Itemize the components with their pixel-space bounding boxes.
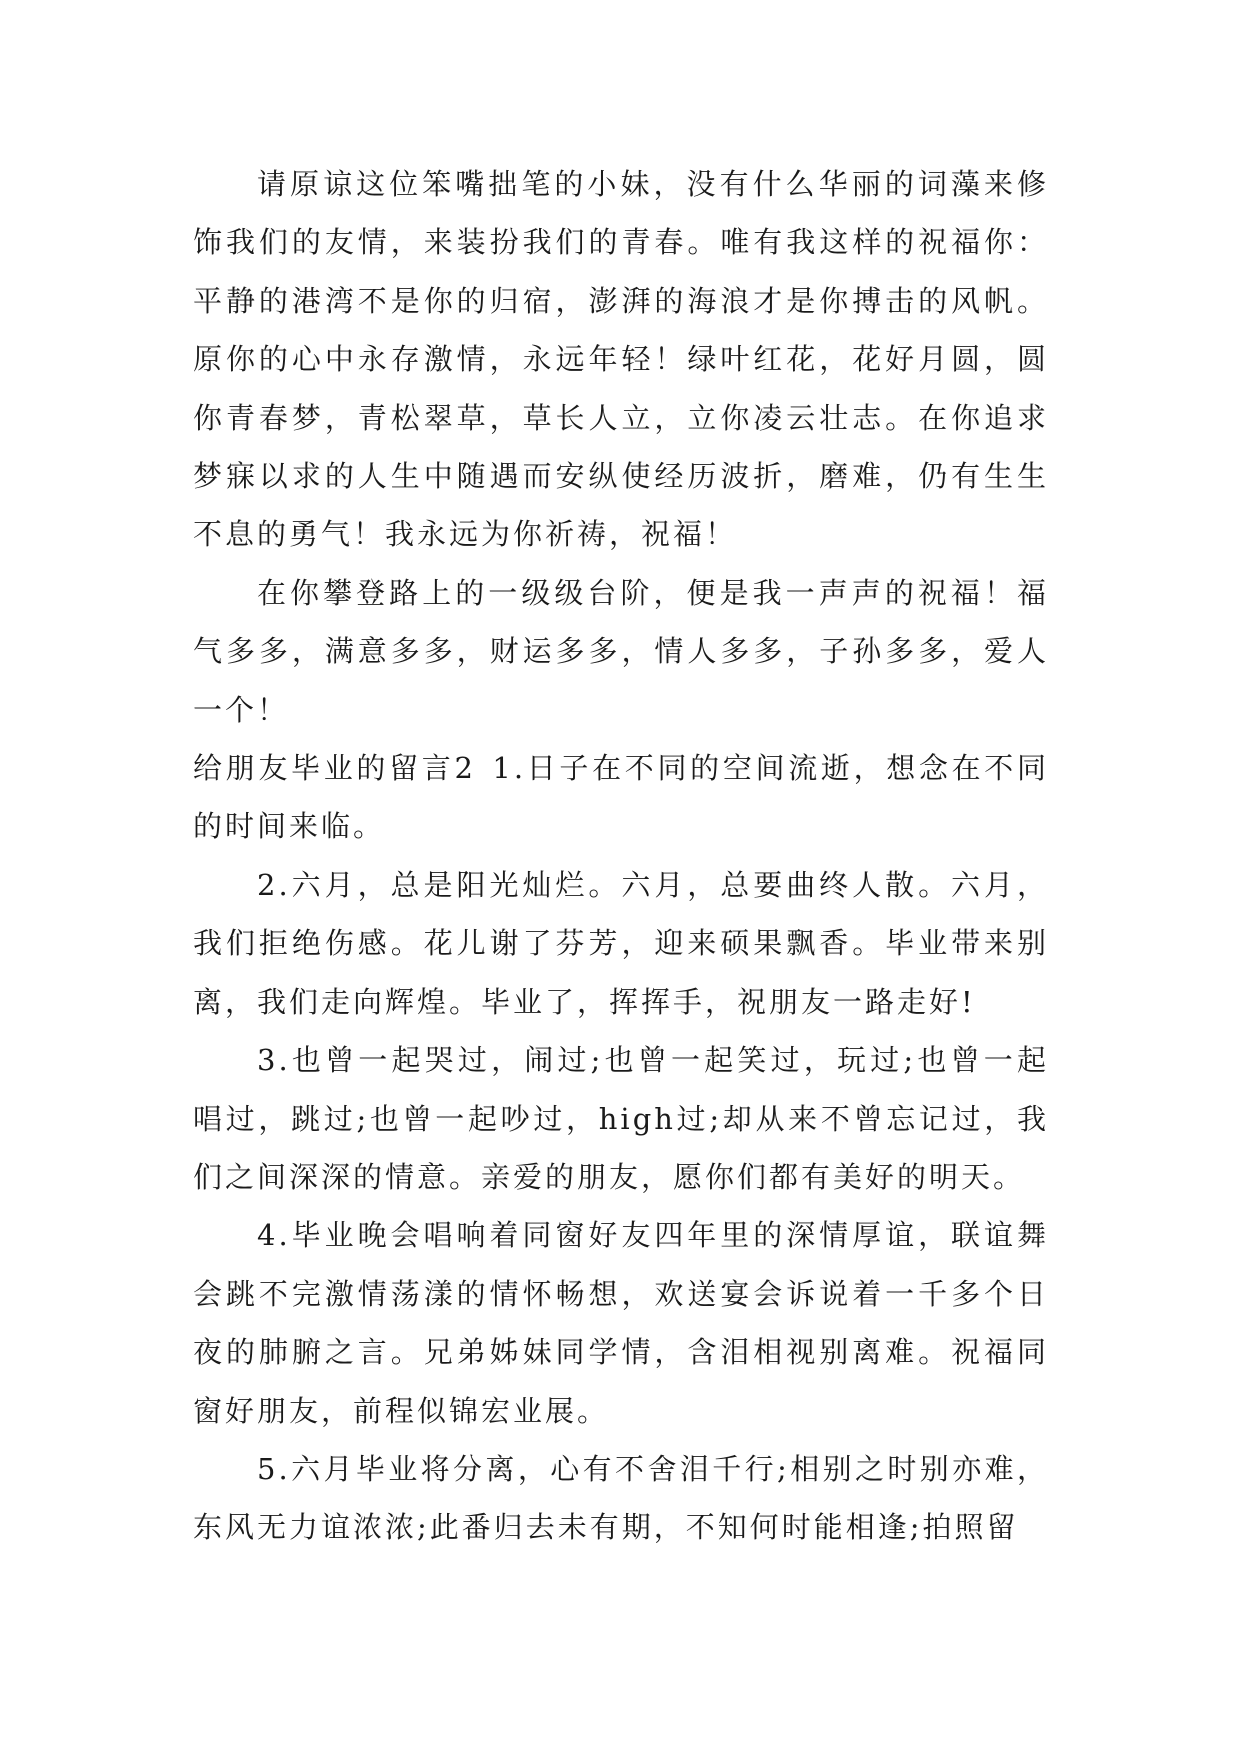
paragraph-item-5: 5.六月毕业将分离，心有不舍泪千行;相别之时别亦难，东风无力谊浓浓;此番归去未有期，不知何时能相逢;拍照留 <box>193 1451 1049 1545</box>
paragraph-item-2: 2.六月，总是阳光灿烂。六月，总要曲终人散。六月，我们拒绝伤感。花儿谢了芬芳，迎来硕果飘香。毕业带来别离，我们走向辉煌。毕业了，挥挥手，祝朋友一路走好! <box>193 867 1049 1019</box>
paragraph-blessing: 在你攀登路上的一级级台阶，便是我一声声的祝福！福气多多，满意多多，财运多多，情人多多，子孙多多，爱人一个！ <box>193 575 1049 727</box>
paragraph-item-3: 3.也曾一起哭过，闹过;也曾一起笑过，玩过;也曾一起唱过，跳过;也曾一起吵过，high过;却从来不曾忘记过，我们之间深深的情意。亲爱的朋友，愿你们都有美好的明天。 <box>193 1043 1049 1194</box>
document-body <box>193 155 1049 1557</box>
paragraph-item-4: 4.毕业晚会唱响着同窗好友四年里的深情厚谊，联谊舞会跳不完激情荡漾的情怀畅想，欢送宴会诉说着一千多个日夜的肺腑之言。兄弟姊妹同学情，含泪相视别离难。祝福同窗好朋友，前程似锦宏业展。 <box>193 1218 1049 1428</box>
paragraph-wishes: 请原谅这位笨嘴拙笔的小妹，没有什么华丽的词藻来修饰我们的友情，来装扮我们的青春。唯有我这样的祝福你：平静的港湾不是你的归宿，澎湃的海浪才是你搏击的风帆。原你的心中永存激情，永远年轻！绿叶红花，花好月圆，圆你青春梦，青松翠草，草长人立，立你凌云壮志。在你追求梦寐以求的人生中随遇而安纵使经历波折，磨难，仍有生生不息的勇气！我永远为你祈祷，祝福！ <box>193 167 1049 552</box>
paragraph-heading-item-1: 给朋友毕业的留言2 1.日子在不同的空间流逝，想念在不同的时间来临。 <box>193 751 1049 844</box>
